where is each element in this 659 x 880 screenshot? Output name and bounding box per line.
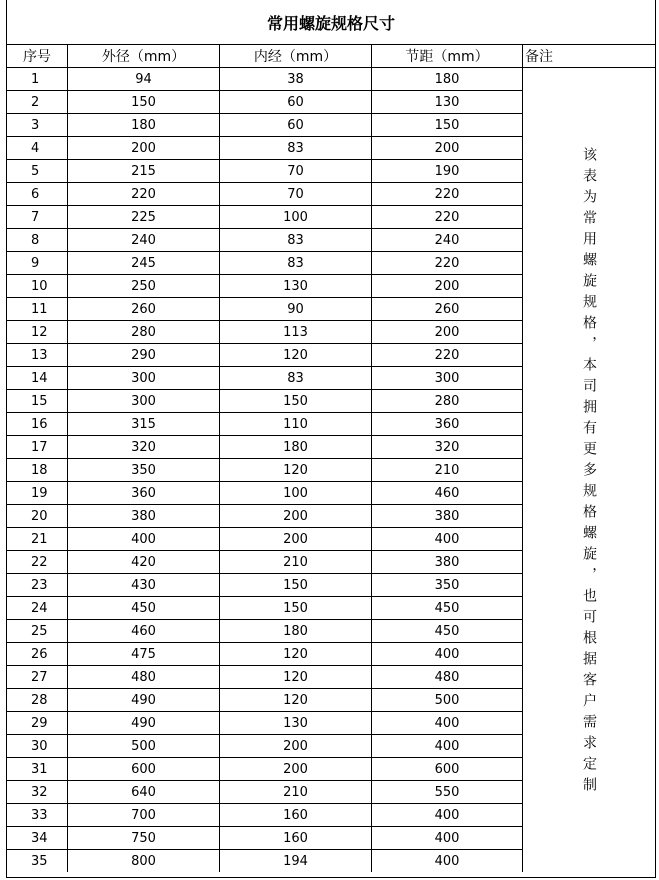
cell-inner-diameter: 83 [220, 367, 372, 389]
table-row [7, 275, 523, 298]
cell-inner-diameter: 60 [220, 114, 372, 136]
cell-pitch: 200 [372, 275, 523, 297]
cell-inner-diameter: 70 [220, 160, 372, 182]
cell-outer-diameter: 290 [68, 344, 220, 366]
cell-outer-diameter: 460 [68, 620, 220, 642]
cell-pitch: 500 [372, 689, 523, 711]
cell-index: 21 [7, 528, 68, 550]
cell-pitch: 220 [372, 206, 523, 228]
cell-inner-diameter: 150 [220, 390, 372, 412]
cell-index: 3 [7, 114, 68, 136]
spec-table [6, 0, 656, 878]
table-row [7, 781, 523, 804]
cell-inner-diameter: 120 [220, 459, 372, 481]
cell-inner-diameter: 160 [220, 827, 372, 849]
cell-outer-diameter: 490 [68, 689, 220, 711]
cell-index: 5 [7, 160, 68, 182]
table-header-row [7, 45, 655, 68]
cell-pitch: 400 [372, 528, 523, 550]
header-pitch: 节距（mm） [372, 45, 523, 67]
cell-inner-diameter: 160 [220, 804, 372, 826]
table-row [7, 551, 523, 574]
cell-outer-diameter: 245 [68, 252, 220, 274]
cell-inner-diameter: 120 [220, 344, 372, 366]
cell-inner-diameter: 150 [220, 574, 372, 596]
cell-pitch: 200 [372, 137, 523, 159]
table-row [7, 850, 523, 873]
cell-pitch: 400 [372, 735, 523, 757]
table-row [7, 321, 523, 344]
remark-text: 该表为常用螺旋规格，本司拥有更多规格螺旋，也可根据客户需求定制 [581, 147, 597, 798]
cell-index: 33 [7, 804, 68, 826]
cell-outer-diameter: 800 [68, 850, 220, 872]
cell-index: 11 [7, 298, 68, 320]
table-row [7, 482, 523, 505]
cell-inner-diameter: 90 [220, 298, 372, 320]
table-row [7, 114, 523, 137]
cell-inner-diameter: 120 [220, 689, 372, 711]
cell-inner-diameter: 210 [220, 551, 372, 573]
header-outer-diameter: 外径（mm） [68, 45, 220, 67]
cell-index: 17 [7, 436, 68, 458]
cell-index: 32 [7, 781, 68, 803]
table-row [7, 574, 523, 597]
cell-pitch: 280 [372, 390, 523, 412]
cell-pitch: 210 [372, 459, 523, 481]
table-body [7, 68, 523, 877]
table-row [7, 758, 523, 781]
table-row [7, 344, 523, 367]
table-row [7, 643, 523, 666]
cell-pitch: 130 [372, 91, 523, 113]
cell-outer-diameter: 215 [68, 160, 220, 182]
cell-index: 28 [7, 689, 68, 711]
cell-pitch: 360 [372, 413, 523, 435]
cell-inner-diameter: 200 [220, 528, 372, 550]
cell-index: 16 [7, 413, 68, 435]
cell-pitch: 400 [372, 850, 523, 872]
cell-inner-diameter: 150 [220, 597, 372, 619]
table-row [7, 436, 523, 459]
table-row [7, 528, 523, 551]
cell-inner-diameter: 200 [220, 735, 372, 757]
cell-outer-diameter: 490 [68, 712, 220, 734]
cell-outer-diameter: 320 [68, 436, 220, 458]
cell-pitch: 450 [372, 597, 523, 619]
cell-outer-diameter: 360 [68, 482, 220, 504]
cell-inner-diameter: 194 [220, 850, 372, 872]
table-title: 常用螺旋规格尺寸 [7, 0, 655, 45]
cell-index: 23 [7, 574, 68, 596]
table-row [7, 206, 523, 229]
cell-pitch: 220 [372, 252, 523, 274]
cell-inner-diameter: 38 [220, 68, 372, 90]
cell-inner-diameter: 100 [220, 206, 372, 228]
cell-index: 1 [7, 68, 68, 90]
cell-index: 9 [7, 252, 68, 274]
cell-pitch: 380 [372, 551, 523, 573]
cell-inner-diameter: 83 [220, 229, 372, 251]
cell-outer-diameter: 225 [68, 206, 220, 228]
cell-outer-diameter: 500 [68, 735, 220, 757]
table-row [7, 68, 523, 91]
cell-index: 20 [7, 505, 68, 527]
cell-pitch: 400 [372, 712, 523, 734]
cell-pitch: 600 [372, 758, 523, 780]
header-index: 序号 [7, 45, 68, 67]
cell-index: 35 [7, 850, 68, 872]
cell-pitch: 480 [372, 666, 523, 688]
cell-outer-diameter: 280 [68, 321, 220, 343]
cell-pitch: 220 [372, 183, 523, 205]
header-remark: 备注 [525, 49, 553, 65]
cell-index: 19 [7, 482, 68, 504]
cell-pitch: 260 [372, 298, 523, 320]
cell-index: 29 [7, 712, 68, 734]
table-row [7, 689, 523, 712]
cell-outer-diameter: 220 [68, 183, 220, 205]
cell-inner-diameter: 70 [220, 183, 372, 205]
cell-outer-diameter: 200 [68, 137, 220, 159]
cell-outer-diameter: 475 [68, 643, 220, 665]
table-row [7, 137, 523, 160]
cell-inner-diameter: 100 [220, 482, 372, 504]
table-row [7, 298, 523, 321]
cell-outer-diameter: 450 [68, 597, 220, 619]
cell-pitch: 350 [372, 574, 523, 596]
table-row [7, 712, 523, 735]
cell-index: 2 [7, 91, 68, 113]
table-row [7, 804, 523, 827]
remark-cell [523, 68, 655, 877]
cell-index: 34 [7, 827, 68, 849]
cell-outer-diameter: 260 [68, 298, 220, 320]
table-row [7, 413, 523, 436]
cell-outer-diameter: 640 [68, 781, 220, 803]
cell-outer-diameter: 315 [68, 413, 220, 435]
cell-outer-diameter: 94 [68, 68, 220, 90]
cell-inner-diameter: 180 [220, 436, 372, 458]
cell-index: 4 [7, 137, 68, 159]
cell-pitch: 190 [372, 160, 523, 182]
table-row [7, 666, 523, 689]
cell-outer-diameter: 750 [68, 827, 220, 849]
cell-index: 12 [7, 321, 68, 343]
table-row [7, 620, 523, 643]
table-row [7, 390, 523, 413]
cell-index: 15 [7, 390, 68, 412]
cell-inner-diameter: 130 [220, 712, 372, 734]
cell-outer-diameter: 150 [68, 91, 220, 113]
cell-index: 26 [7, 643, 68, 665]
table-row [7, 827, 523, 850]
cell-outer-diameter: 180 [68, 114, 220, 136]
table-row [7, 735, 523, 758]
table-row [7, 183, 523, 206]
cell-pitch: 450 [372, 620, 523, 642]
cell-pitch: 200 [372, 321, 523, 343]
cell-pitch: 220 [372, 344, 523, 366]
cell-pitch: 550 [372, 781, 523, 803]
cell-outer-diameter: 700 [68, 804, 220, 826]
cell-outer-diameter: 600 [68, 758, 220, 780]
cell-pitch: 300 [372, 367, 523, 389]
table-row [7, 91, 523, 114]
table-row [7, 505, 523, 528]
table-row [7, 252, 523, 275]
cell-index: 7 [7, 206, 68, 228]
cell-pitch: 460 [372, 482, 523, 504]
cell-inner-diameter: 120 [220, 666, 372, 688]
cell-pitch: 240 [372, 229, 523, 251]
cell-outer-diameter: 300 [68, 390, 220, 412]
cell-index: 30 [7, 735, 68, 757]
table-row [7, 160, 523, 183]
cell-outer-diameter: 420 [68, 551, 220, 573]
table-row [7, 597, 523, 620]
cell-inner-diameter: 200 [220, 505, 372, 527]
table-row [7, 459, 523, 482]
cell-index: 8 [7, 229, 68, 251]
cell-pitch: 400 [372, 804, 523, 826]
cell-inner-diameter: 110 [220, 413, 372, 435]
cell-inner-diameter: 60 [220, 91, 372, 113]
cell-inner-diameter: 83 [220, 137, 372, 159]
table-row [7, 367, 523, 390]
cell-index: 18 [7, 459, 68, 481]
cell-pitch: 400 [372, 827, 523, 849]
table-row [7, 229, 523, 252]
cell-outer-diameter: 400 [68, 528, 220, 550]
cell-pitch: 150 [372, 114, 523, 136]
cell-inner-diameter: 180 [220, 620, 372, 642]
cell-outer-diameter: 300 [68, 367, 220, 389]
cell-index: 25 [7, 620, 68, 642]
cell-outer-diameter: 350 [68, 459, 220, 481]
cell-outer-diameter: 480 [68, 666, 220, 688]
cell-index: 6 [7, 183, 68, 205]
cell-inner-diameter: 210 [220, 781, 372, 803]
cell-index: 13 [7, 344, 68, 366]
cell-outer-diameter: 240 [68, 229, 220, 251]
cell-inner-diameter: 83 [220, 252, 372, 274]
cell-inner-diameter: 200 [220, 758, 372, 780]
cell-inner-diameter: 120 [220, 643, 372, 665]
cell-inner-diameter: 113 [220, 321, 372, 343]
cell-index: 24 [7, 597, 68, 619]
cell-outer-diameter: 430 [68, 574, 220, 596]
cell-index: 10 [7, 275, 68, 297]
cell-index: 22 [7, 551, 68, 573]
cell-pitch: 380 [372, 505, 523, 527]
header-inner-diameter: 内经（mm） [220, 45, 372, 67]
cell-outer-diameter: 250 [68, 275, 220, 297]
cell-index: 14 [7, 367, 68, 389]
cell-index: 31 [7, 758, 68, 780]
cell-pitch: 400 [372, 643, 523, 665]
cell-pitch: 180 [372, 68, 523, 90]
cell-pitch: 320 [372, 436, 523, 458]
cell-inner-diameter: 130 [220, 275, 372, 297]
cell-outer-diameter: 380 [68, 505, 220, 527]
cell-index: 27 [7, 666, 68, 688]
